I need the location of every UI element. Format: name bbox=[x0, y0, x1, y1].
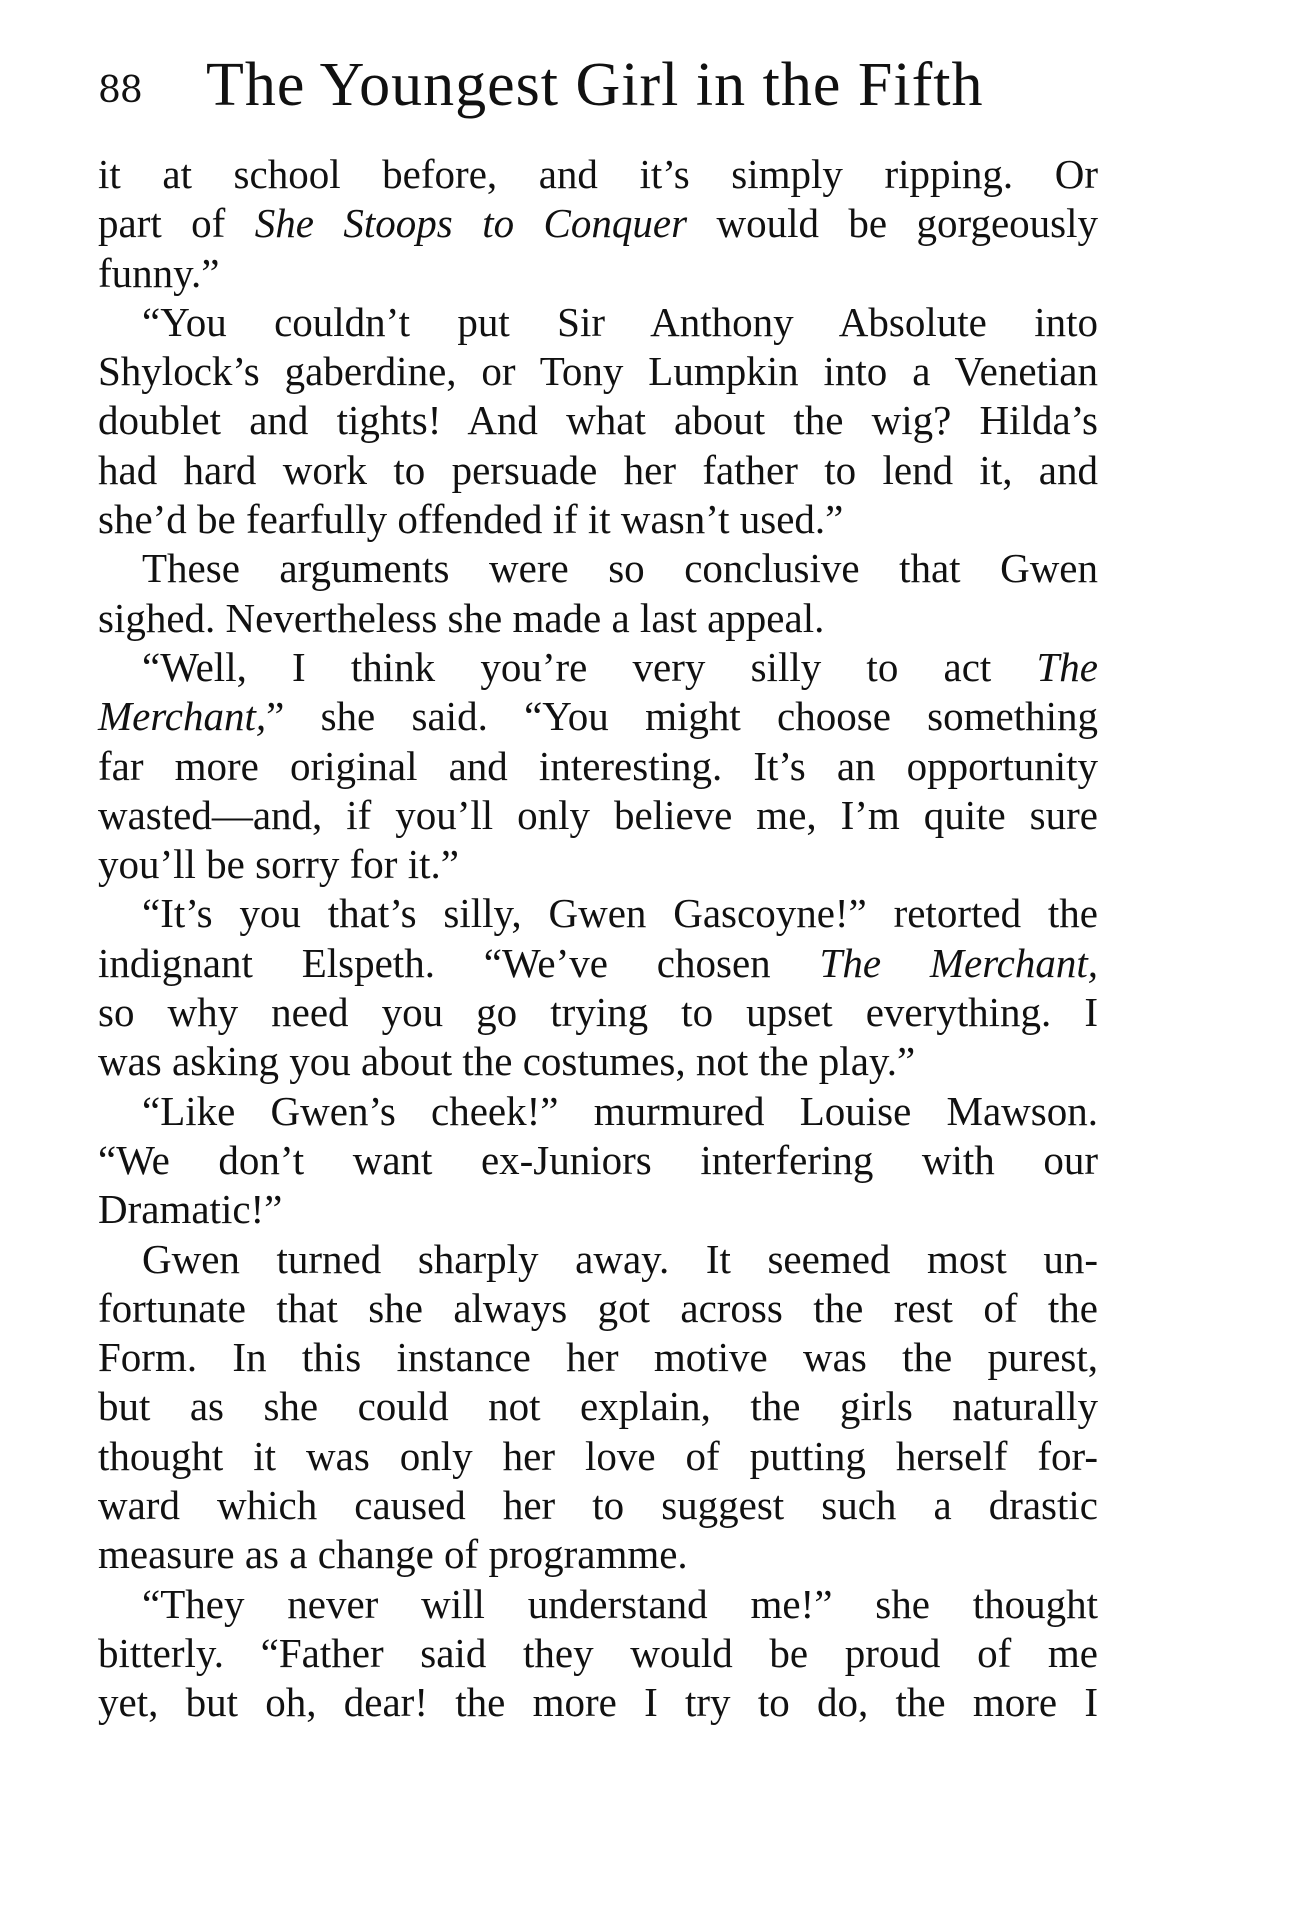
page-number: 88 bbox=[98, 70, 142, 111]
text-line: far more original and interesting. It’s an opportunity bbox=[98, 742, 1098, 789]
text-line: wasted—and, if you’ll only believe me, I’m quite sure bbox=[98, 791, 1098, 838]
text-line: measure as a change of programme. bbox=[98, 1531, 688, 1578]
text-line: Shylock’s gaberdine, or Tony Lumpkin into a Venetian bbox=[98, 348, 1098, 395]
text-line: was asking you about the costumes, not the play.” bbox=[98, 1038, 916, 1085]
text-line: indignant Elspeth. “We’ve chosen The Merchant, bbox=[98, 939, 1098, 986]
paragraph-first-line: “Like Gwen’s cheek!” murmured Louise Mawson. bbox=[142, 1087, 1098, 1134]
text-line: part of She Stoops to Conquer would be gorgeously bbox=[98, 200, 1098, 247]
text-line: had hard work to persuade her father to lend it, and bbox=[98, 446, 1098, 493]
text-line: it at school before, and it’s simply ripping. Or bbox=[98, 151, 1098, 197]
paragraph-first-line: “It’s you that’s silly, Gwen Gascoyne!” retorted the bbox=[142, 890, 1098, 937]
paragraph-first-line: Gwen turned sharply away. It seemed most un- bbox=[142, 1235, 1098, 1282]
text-line: Merchant,” she said. “You might choose something bbox=[98, 693, 1098, 740]
italic-title: Merchant, bbox=[98, 693, 267, 740]
text-line: funny.” bbox=[98, 249, 220, 296]
text-line: but as she could not explain, the girls naturally bbox=[98, 1383, 1098, 1430]
text-line: so why need you go trying to upset everything. I bbox=[98, 989, 1098, 1036]
body-text bbox=[98, 150, 1098, 1728]
text-line: Form. In this instance her motive was the purest, bbox=[98, 1334, 1098, 1381]
text-line: bitterly. “Father said they would be proud of me bbox=[98, 1629, 1098, 1676]
paragraph-first-line: “You couldn’t put Sir Anthony Absolute into bbox=[142, 298, 1098, 345]
paragraph-first-line: “They never will understand me!” she thought bbox=[142, 1580, 1098, 1627]
text-line: fortunate that she always got across the rest of the bbox=[98, 1284, 1098, 1331]
paragraph-first-line: “Well, I think you’re very silly to act The bbox=[142, 643, 1098, 690]
running-title: The Youngest Girl in the Fifth bbox=[206, 51, 984, 119]
text-line: yet, but oh, dear! the more I try to do, the more I bbox=[98, 1679, 1098, 1726]
italic-title: The Merchant, bbox=[819, 939, 1098, 986]
text-line: you’ll be sorry for it.” bbox=[98, 841, 459, 888]
text-line: sighed. Nevertheless she made a last appeal. bbox=[98, 594, 825, 641]
text-line: “We don’t want ex-Juniors interfering with our bbox=[98, 1136, 1098, 1183]
page-header bbox=[98, 50, 1078, 130]
italic-title: The bbox=[1036, 643, 1098, 690]
text-line: Dramatic!” bbox=[98, 1186, 283, 1233]
text-line: doublet and tights! And what about the wig? Hilda’s bbox=[98, 397, 1098, 444]
text-line: she’d be fearfully offended if it wasn’t used.” bbox=[98, 496, 844, 543]
italic-title: She Stoops to Conquer bbox=[254, 200, 688, 247]
text-line: ward which caused her to suggest such a drastic bbox=[98, 1482, 1098, 1529]
text-line: thought it was only her love of putting herself for- bbox=[98, 1432, 1098, 1479]
paragraph-first-line: These arguments were so conclusive that Gwen bbox=[142, 545, 1098, 592]
